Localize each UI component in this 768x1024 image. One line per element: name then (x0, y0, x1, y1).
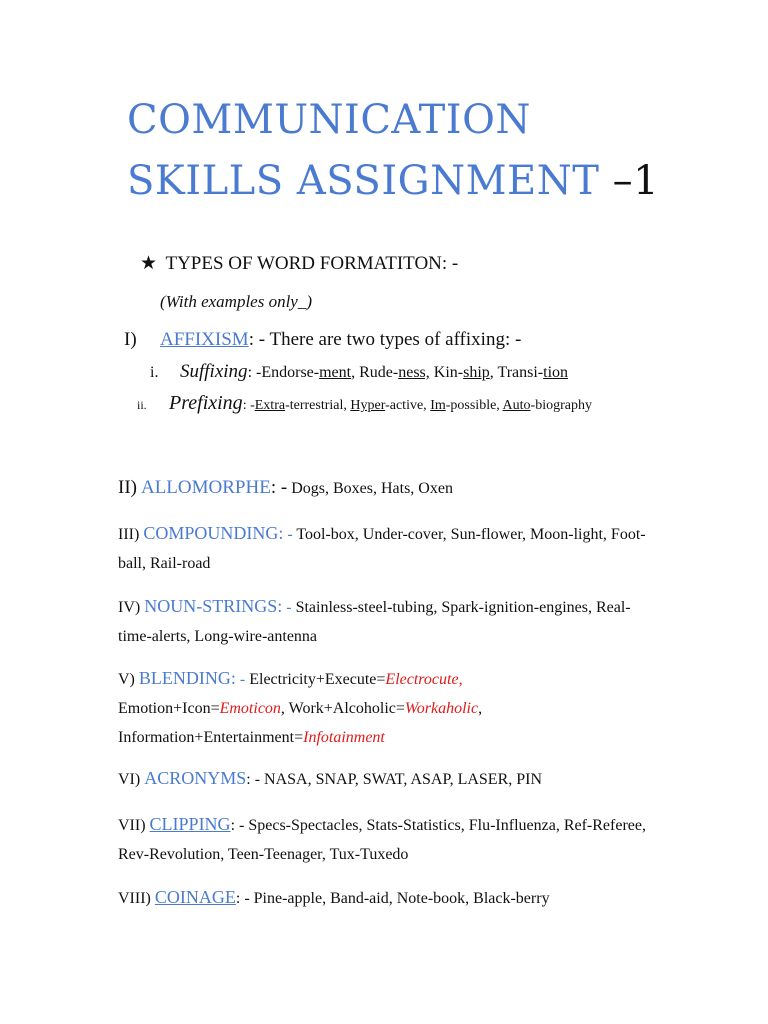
blend-result: Infotainment (303, 729, 385, 746)
document-title (127, 90, 747, 212)
example-text: , Work+Alcoholic= (280, 700, 405, 717)
section-clipping (118, 810, 658, 869)
example-text: -biography (530, 398, 592, 413)
example-prefix: Extra (254, 398, 286, 413)
examples: Dogs, Boxes, Hats, Oxen (287, 480, 453, 497)
blend-result: Workaholic (404, 700, 479, 717)
separator: : - (246, 771, 261, 788)
term-clipping: CLIPPING (149, 814, 231, 834)
examples: NASA, SNAP, SWAT, ASAP, LASER, PIN (260, 771, 543, 788)
affixism-description: : - There are two types of affixing: - (248, 329, 522, 350)
separator: : - (242, 398, 255, 413)
example-text: , Rude- (351, 364, 399, 381)
term-noun-strings: NOUN-STRINGS: (144, 596, 283, 616)
example-suffix: tion (543, 364, 569, 381)
separator: : - (230, 817, 245, 834)
term-compounding: COMPOUNDING: (143, 523, 284, 543)
subsection-number: i. (150, 364, 159, 381)
star-icon: ★ (140, 253, 158, 274)
section-affixism (124, 329, 521, 351)
term-suffixing: Suffixing (180, 361, 248, 382)
section-noun-strings (118, 592, 658, 651)
term-acronyms: ACRONYMS (144, 768, 247, 788)
example-text: -terrestrial, (285, 398, 351, 413)
example-text: -possible, (445, 398, 503, 413)
title-line-2: SKILLS ASSIGNMENT (127, 158, 600, 204)
example-text: , (478, 700, 483, 717)
example-text: Information+Entertainment= (118, 729, 304, 746)
term-affixism: AFFIXISM (160, 329, 249, 350)
example-suffix: ment (319, 364, 352, 381)
example-suffix: ship (463, 364, 490, 381)
example-text: Endorse- (261, 364, 320, 381)
example-text: -active, (385, 398, 431, 413)
separator: : - (235, 890, 250, 907)
separator: - (235, 671, 246, 688)
title-suffix: –1 (612, 158, 660, 204)
section-number: VI) (118, 771, 141, 788)
section-acronyms (118, 764, 658, 794)
section-compounding (118, 519, 658, 578)
section-number: II) (118, 477, 137, 498)
title-line-1: COMMUNICATION (127, 97, 531, 143)
example-text: , Transi- (489, 364, 544, 381)
separator: : - (270, 477, 288, 498)
examples-note: (With examples only_) (160, 292, 313, 311)
term-prefixing: Prefixing (169, 392, 243, 414)
separator: - (282, 599, 292, 616)
blend-result: Electrocute, (385, 671, 463, 688)
section-number: VII) (118, 817, 146, 834)
example-suffix: ness, (398, 364, 430, 381)
term-allomorphe: ALLOMORPHE (140, 477, 271, 498)
examples: Specs-Spectacles, Stats-Statistics, Flu-Influenza, Ref-Referee, Rev-Revolution, Teen-Teenager, Tux-Tuxedo (118, 817, 646, 863)
examples: Tool-box, Under-cover, Sun-flower, Moon-light, Foot-ball, Rail-road (118, 526, 646, 572)
example-text: Electricity+Execute= (245, 671, 386, 688)
section-blending (118, 664, 658, 752)
section-allomorphe (118, 473, 658, 503)
section-heading (140, 252, 458, 275)
examples: Stainless-steel-tubing, Spark-ignition-engines, Real-time-alerts, Long-wire-antenna (118, 599, 631, 645)
separator: : - (247, 364, 262, 381)
example-text: Kin- (429, 364, 464, 381)
example-text: Emotion+Icon= (118, 700, 220, 717)
example-prefix: Hyper (350, 398, 386, 413)
subsection-number: ii. (137, 398, 147, 412)
section-coinage (118, 883, 658, 913)
section-number: IV) (118, 599, 141, 616)
section-number: III) (118, 526, 140, 543)
examples: Pine-apple, Band-aid, Note-book, Black-berry (249, 890, 550, 907)
example-prefix: Auto (502, 398, 531, 413)
term-blending: BLENDING: (138, 668, 236, 688)
subsection-suffixing (150, 361, 568, 383)
example-prefix: Im (430, 398, 446, 413)
separator: - (283, 526, 293, 543)
section-number: V) (118, 671, 135, 688)
subsection-prefixing (137, 392, 592, 415)
term-coinage: COINAGE (154, 887, 236, 907)
section-number: VIII) (118, 890, 151, 907)
heading-text: TYPES OF WORD FORMATITON: - (165, 253, 459, 274)
section-number: I) (124, 329, 137, 350)
blend-result: Emoticon (219, 700, 281, 717)
